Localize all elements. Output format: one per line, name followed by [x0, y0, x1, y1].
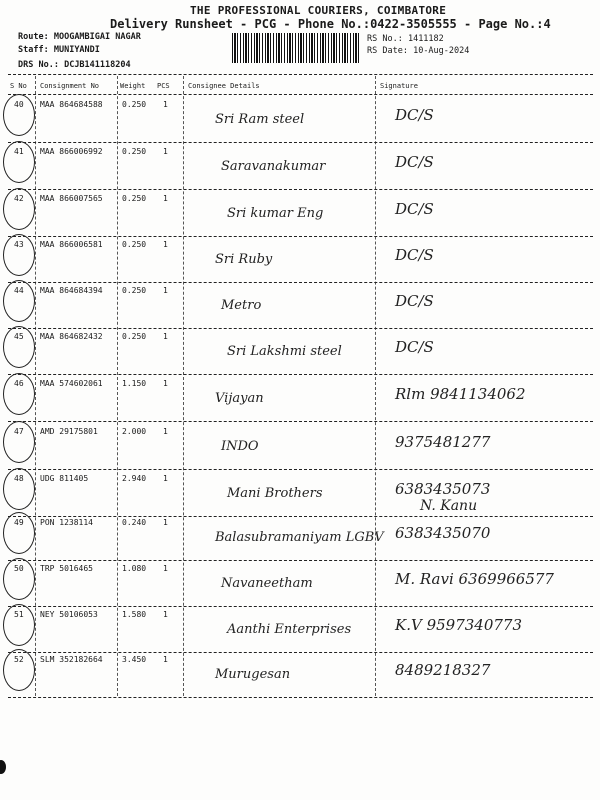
- row-separator: [8, 516, 593, 517]
- row-consignment-no: MAA 866006581: [40, 240, 103, 249]
- row-sno: 44: [14, 286, 24, 295]
- row-consignment-no: MAA 864682432: [40, 332, 103, 341]
- sno-circle-mark: [3, 512, 35, 554]
- row-separator: [8, 560, 593, 561]
- sno-circle-mark: [3, 604, 35, 646]
- row-consignment-no: UDG 811405: [40, 474, 89, 483]
- row-consignee-handwritten: Mani Brothers: [227, 486, 323, 501]
- column-divider: [183, 76, 184, 696]
- row-signature-handwritten: M. Ravi 6369966577: [395, 570, 554, 588]
- row-signature-handwritten: DC/S: [395, 246, 434, 264]
- column-divider: [117, 76, 118, 696]
- row-pcs: 1: [163, 655, 168, 664]
- row-consignment-no: TRP 5016465: [40, 564, 93, 573]
- col-weight: Weight: [120, 82, 146, 90]
- row-consignment-no: SLM 352182664: [40, 655, 103, 664]
- sno-circle-mark: [3, 468, 35, 510]
- row-weight: 1.580: [122, 610, 147, 619]
- sno-circle-mark: [3, 94, 35, 136]
- sno-circle-mark: [3, 280, 35, 322]
- row-consignee-handwritten: Sri Ruby: [215, 252, 273, 267]
- row-separator: [8, 236, 593, 237]
- row-pcs: 1: [163, 474, 168, 483]
- col-consignee: Consignee Details: [188, 82, 260, 90]
- runsheet-subtitle: Delivery Runsheet - PCG - Phone No.:0422-3505555 - Page No.:4: [110, 17, 551, 31]
- row-sno: 49: [14, 518, 24, 527]
- header-separator: [8, 74, 593, 75]
- row-sno: 50: [14, 564, 24, 573]
- runsheet-title: THE PROFESSIONAL COURIERS, COIMBATORE: [190, 4, 447, 17]
- row-separator: [8, 282, 593, 283]
- row-signature-handwritten: DC/S: [395, 292, 434, 310]
- row-sno: 41: [14, 147, 24, 156]
- sno-circle-mark: [3, 421, 35, 463]
- row-consignee-handwritten: Aanthi Enterprises: [227, 622, 352, 637]
- row-consignee-handwritten: Saravanakumar: [221, 159, 326, 174]
- row-separator: [8, 374, 593, 375]
- row-separator: [8, 697, 593, 698]
- row-pcs: 1: [163, 379, 168, 388]
- col-pcs: PCS: [157, 82, 170, 90]
- row-sno: 43: [14, 240, 24, 249]
- row-pcs: 1: [163, 564, 168, 573]
- row-weight: 0.250: [122, 240, 147, 249]
- row-weight: 0.240: [122, 518, 147, 527]
- column-divider: [375, 76, 376, 696]
- sno-circle-mark: [3, 141, 35, 183]
- row-weight: 3.450: [122, 655, 147, 664]
- row-pcs: 1: [163, 194, 168, 203]
- drs-number: DRS No.: DCJB141118204: [18, 60, 131, 70]
- row-sno: 52: [14, 655, 24, 664]
- col-signature: Signature: [380, 82, 418, 90]
- row-consignment-no: MAA 864684588: [40, 100, 103, 109]
- row-weight: 0.250: [122, 286, 147, 295]
- row-consignment-no: MAA 574602061: [40, 379, 103, 388]
- row-sno: 46: [14, 379, 24, 388]
- row-sno: 51: [14, 610, 24, 619]
- row-signature-handwritten: DC/S: [395, 153, 434, 171]
- row-separator: [8, 606, 593, 607]
- row-pcs: 1: [163, 240, 168, 249]
- row-signature-extra: N. Kanu: [420, 498, 478, 514]
- row-pcs: 1: [163, 100, 168, 109]
- row-pcs: 1: [163, 427, 168, 436]
- row-sno: 47: [14, 427, 24, 436]
- row-sno: 42: [14, 194, 24, 203]
- row-signature-handwritten: 6383435073: [395, 480, 491, 498]
- sno-circle-mark: [3, 558, 35, 600]
- row-separator: [8, 189, 593, 190]
- row-consignee-handwritten: Sri Lakshmi steel: [227, 344, 342, 359]
- row-sno: 48: [14, 474, 24, 483]
- row-signature-handwritten: Rlm 9841134062: [395, 385, 526, 403]
- staff-info: Staff: MUNIYANDI: [18, 45, 100, 55]
- row-consignment-no: MAA 866006992: [40, 147, 103, 156]
- row-signature-handwritten: 9375481277: [395, 433, 491, 451]
- row-consignee-handwritten: Balasubramaniyam LGBV: [215, 530, 384, 545]
- row-separator: [8, 469, 593, 470]
- row-consignment-no: PON 1238114: [40, 518, 93, 527]
- row-signature-handwritten: DC/S: [395, 106, 434, 124]
- row-separator: [8, 328, 593, 329]
- col-sno: S No: [10, 82, 27, 90]
- row-consignee-handwritten: Murugesan: [215, 667, 291, 682]
- row-weight: 0.250: [122, 194, 147, 203]
- sno-circle-mark: [3, 188, 35, 230]
- sno-circle-mark: [3, 373, 35, 415]
- route-info: Route: MOOGAMBIGAI NAGAR: [18, 32, 141, 42]
- barcode: [232, 33, 360, 63]
- row-signature-handwritten: DC/S: [395, 338, 434, 356]
- rs-date: RS Date: 10-Aug-2024: [367, 46, 470, 56]
- row-separator: [8, 652, 593, 653]
- row-pcs: 1: [163, 332, 168, 341]
- row-signature-handwritten: DC/S: [395, 200, 434, 218]
- row-pcs: 1: [163, 286, 168, 295]
- row-pcs: 1: [163, 147, 168, 156]
- row-weight: 1.150: [122, 379, 147, 388]
- sno-circle-mark: [3, 649, 35, 691]
- row-weight: 0.250: [122, 332, 147, 341]
- column-separator: [8, 94, 593, 95]
- row-sno: 45: [14, 332, 24, 341]
- row-consignment-no: NEY 50106053: [40, 610, 98, 619]
- column-divider: [35, 76, 36, 696]
- row-sno: 40: [14, 100, 24, 109]
- rs-number: RS No.: 1411182: [367, 34, 444, 44]
- sno-circle-mark: [3, 326, 35, 368]
- row-consignee-handwritten: Navaneetham: [221, 576, 313, 591]
- row-separator: [8, 142, 593, 143]
- row-signature-handwritten: 6383435070: [395, 524, 491, 542]
- row-consignment-no: MAA 864684394: [40, 286, 103, 295]
- row-weight: 2.000: [122, 427, 147, 436]
- row-consignee-handwritten: Vijayan: [215, 391, 264, 406]
- row-signature-handwritten: 8489218327: [395, 661, 491, 679]
- row-weight: 1.080: [122, 564, 147, 573]
- row-consignee-handwritten: Sri Ram steel: [215, 112, 305, 127]
- col-consignment: Consignment No: [40, 82, 100, 90]
- row-weight: 2.940: [122, 474, 147, 483]
- row-signature-handwritten: K.V 9597340773: [395, 616, 523, 634]
- row-separator: [8, 421, 593, 422]
- row-weight: 0.250: [122, 147, 147, 156]
- sno-circle-mark: [3, 234, 35, 276]
- row-consignment-no: MAA 866007565: [40, 194, 103, 203]
- row-consignee-handwritten: Sri kumar Eng: [227, 206, 324, 221]
- row-consignee-handwritten: INDO: [221, 439, 259, 454]
- row-pcs: 1: [163, 610, 168, 619]
- row-weight: 0.250: [122, 100, 147, 109]
- row-pcs: 1: [163, 518, 168, 527]
- row-consignment-no: AMD 29175801: [40, 427, 98, 436]
- row-consignee-handwritten: Metro: [221, 298, 262, 313]
- punch-hole-mark: [0, 760, 6, 774]
